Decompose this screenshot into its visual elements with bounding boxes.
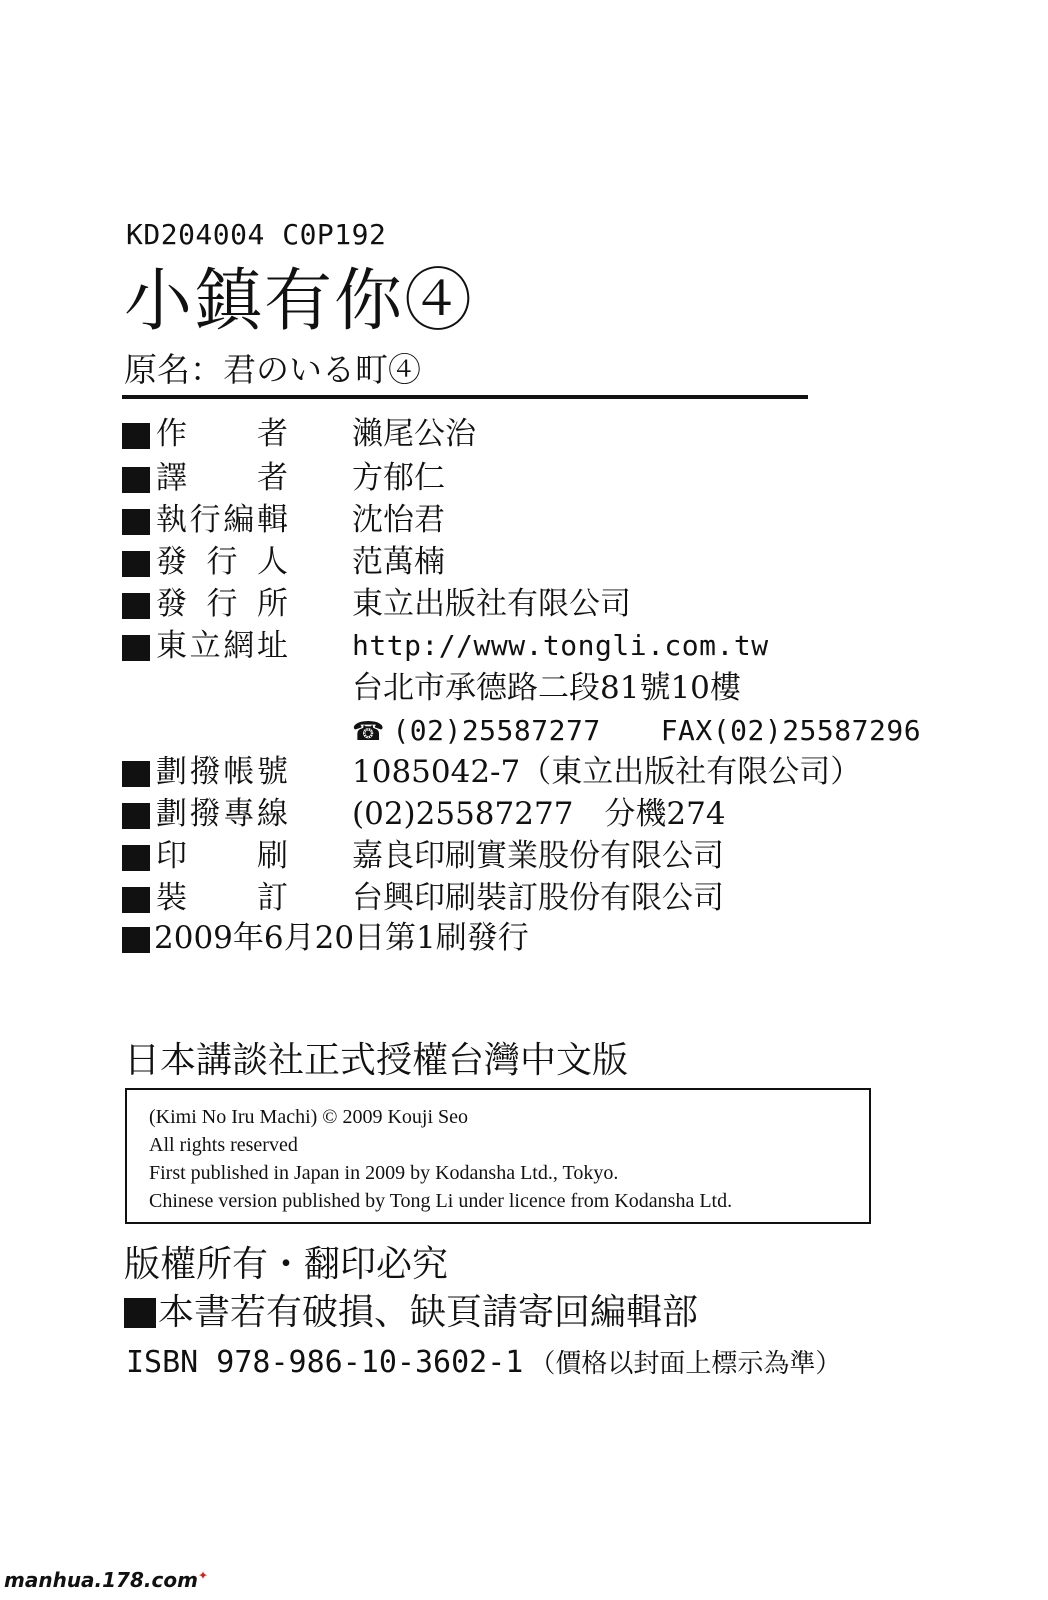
credit-value: 沈怡君 <box>352 502 445 538</box>
rights-statement: 版權所有・翻印必究 <box>124 1244 449 1285</box>
bullet-square-icon <box>122 761 150 787</box>
credit-label: 劃撥專線 <box>156 796 288 832</box>
watermark <box>4 1568 208 1592</box>
bullet-square-icon <box>122 803 150 829</box>
original-title: 原名：君のいる町④ <box>124 350 421 389</box>
credit-value: 瀨尾公治 <box>352 416 476 452</box>
credit-value: 東立出版社有限公司 <box>352 586 631 622</box>
license-line: Chinese version published by Tong Li under licence from Kodansha Ltd. <box>149 1190 733 1212</box>
credit-value: 范萬楠 <box>352 544 445 580</box>
bullet-square-icon <box>124 1298 156 1328</box>
license-line: (Kimi No Iru Machi) © 2009 Kouji Seo <box>149 1106 469 1128</box>
license-line: All rights reserved <box>149 1134 298 1156</box>
book-title: 小鎮有你④ <box>124 262 475 341</box>
fax-number: FAX(02)25587296 <box>660 714 922 747</box>
isbn-number: ISBN 978-986-10-3602-1 <box>126 1345 524 1380</box>
license-box <box>125 1088 871 1224</box>
credit-label: 執行編輯 <box>156 502 288 538</box>
phone-fax <box>352 710 921 752</box>
credit-value: 1085042-7（東立出版社有限公司） <box>352 754 862 790</box>
credit-value: 台興印刷裝訂股份有限公司 <box>352 880 724 916</box>
price-note: （價格以封面上標示為準） <box>529 1349 842 1379</box>
watermark-text: manhua.178.com <box>4 1568 198 1592</box>
credit-label: 裝 訂 <box>156 880 288 916</box>
credit-label: 印 刷 <box>156 838 288 874</box>
bullet-square-icon <box>122 509 150 535</box>
bullet-square-icon <box>122 887 150 913</box>
damage-notice <box>124 1290 698 1336</box>
address: 台北市承德路二段81號10樓 <box>352 670 741 706</box>
credit-label: 譯 者 <box>156 460 288 496</box>
credit-value: 嘉良印刷實業股份有限公司 <box>352 838 724 874</box>
credit-label: 劃撥帳號 <box>156 754 288 790</box>
catalog-code: KD204004 C0P192 <box>126 218 387 251</box>
credit-label: 東立網址 <box>156 628 288 664</box>
bullet-square-icon <box>122 423 150 449</box>
bullet-square-icon <box>122 551 150 577</box>
isbn-line <box>126 1340 841 1385</box>
credit-label: 發行所 <box>156 586 288 622</box>
credit-label: 作 者 <box>156 416 288 452</box>
issue-date: 2009年6月20日第1刷發行 <box>154 920 529 956</box>
phone-number: (02)25587277 <box>392 714 601 747</box>
star-icon: ✦ <box>197 1568 208 1583</box>
credit-value: (02)25587277 分機274 <box>352 796 726 832</box>
authorization-statement: 日本講談社正式授權台灣中文版 <box>124 1040 629 1081</box>
title-divider <box>122 395 808 399</box>
license-line: First published in Japan in 2009 by Kodansha Ltd., Tokyo. <box>149 1162 619 1184</box>
credit-value: 方郁仁 <box>352 460 445 496</box>
bullet-square-icon <box>122 845 150 871</box>
bullet-square-icon <box>122 467 150 493</box>
website-url: http://www.tongli.com.tw <box>352 629 769 662</box>
credit-label: 發行人 <box>156 544 288 580</box>
damage-notice-text: 本書若有破損、缺頁請寄回編輯部 <box>158 1292 699 1333</box>
bullet-square-icon <box>122 927 150 953</box>
bullet-square-icon <box>122 593 150 619</box>
telephone-icon: ☎ <box>352 717 385 747</box>
bullet-square-icon <box>122 635 150 661</box>
